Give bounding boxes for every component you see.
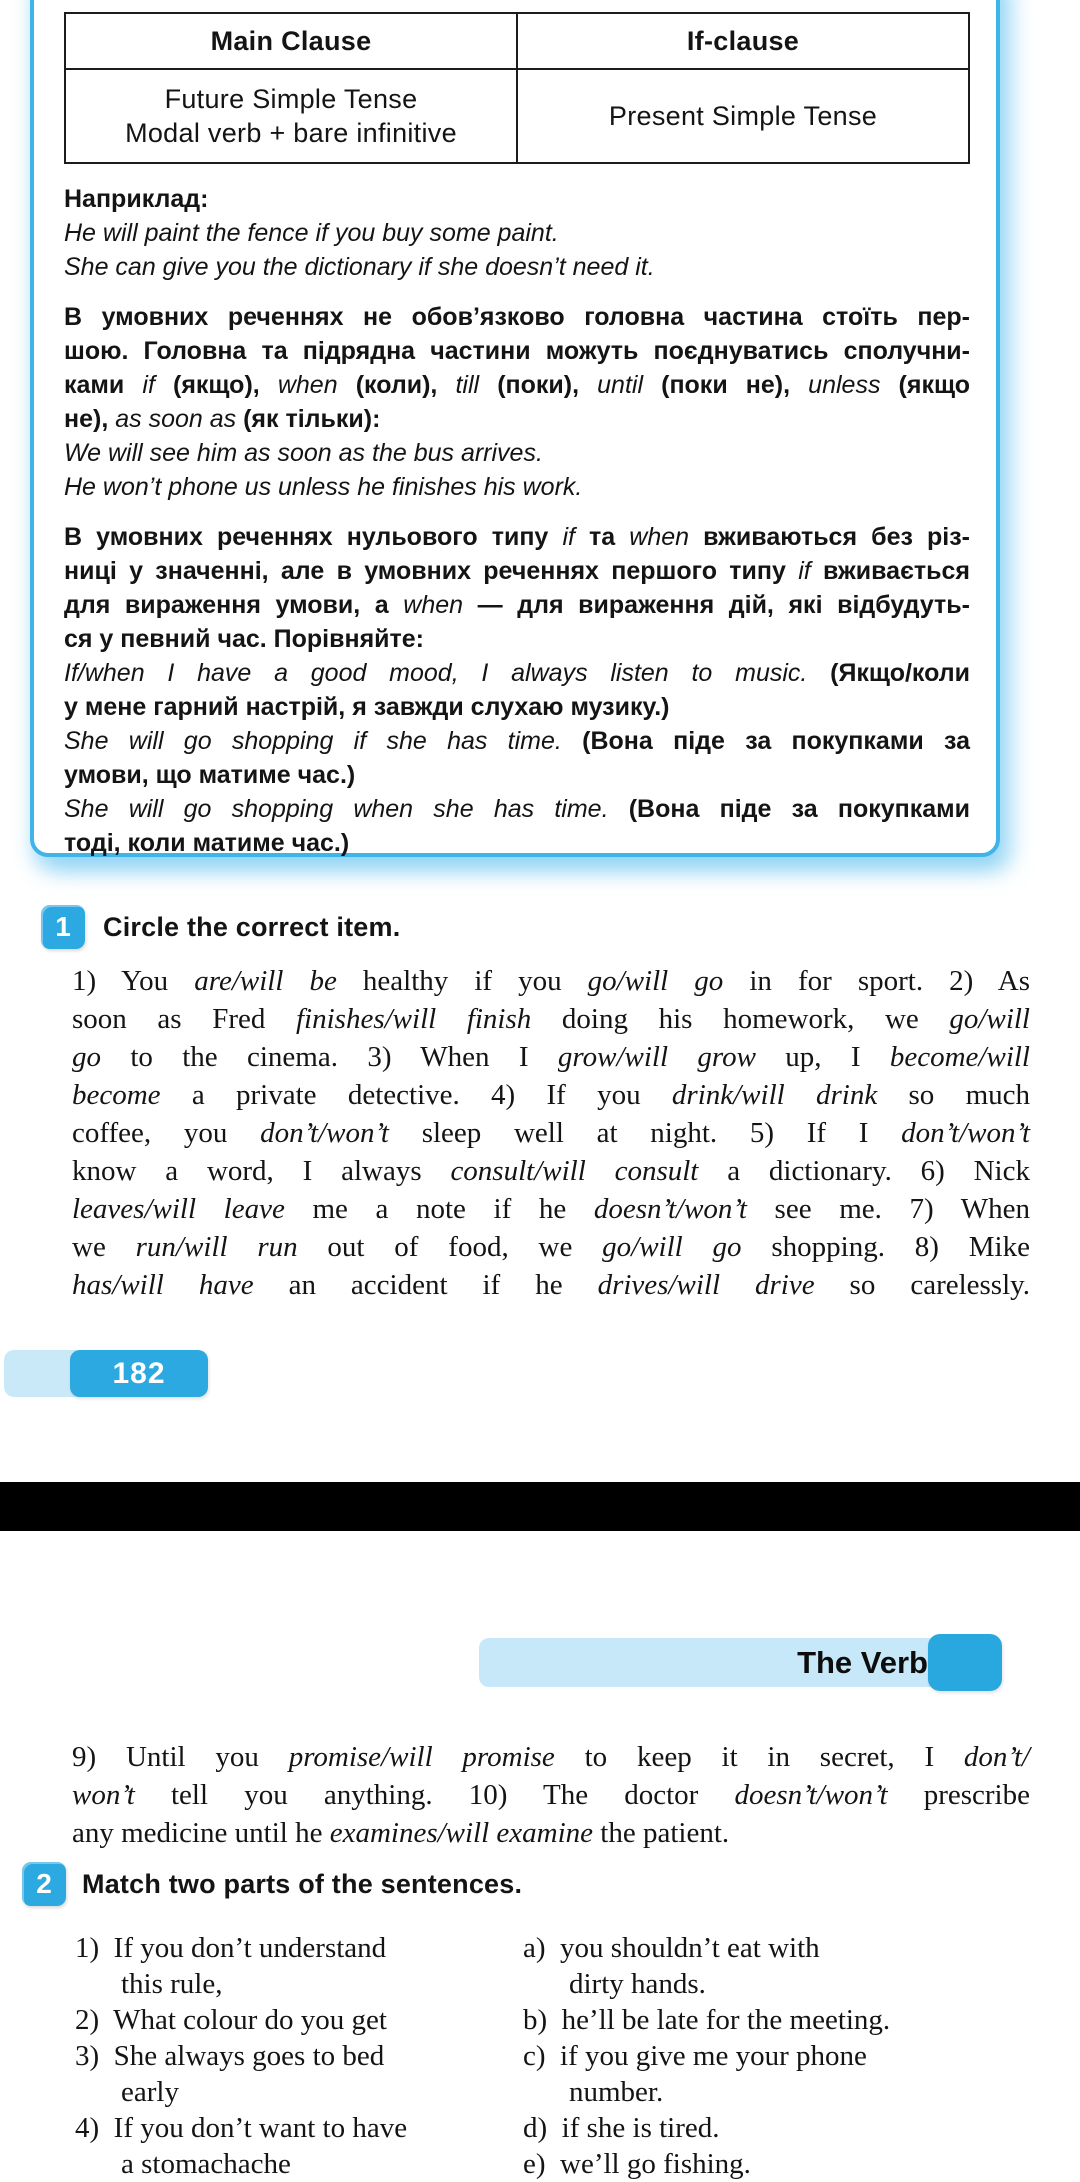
text-segment: She will go shopping if she has time. bbox=[64, 727, 583, 755]
text-segment: this rule, bbox=[121, 1968, 223, 2000]
text-segment: (Якщо/коли bbox=[830, 659, 970, 687]
text-segment: a stomachache bbox=[121, 2148, 291, 2180]
text-segment: we bbox=[72, 1231, 136, 1263]
text-segment: (якщо), bbox=[154, 371, 278, 399]
rule-paragraph-conjunctions bbox=[64, 300, 970, 436]
text-segment: ками bbox=[64, 371, 143, 399]
tense-table bbox=[64, 12, 970, 164]
text-line bbox=[75, 2110, 520, 2146]
text-segment: sleep well at night. 5) If I bbox=[388, 1117, 902, 1149]
text-segment: He won’t phone us unless he finishes his work. bbox=[64, 473, 583, 501]
text-line bbox=[72, 1038, 1030, 1076]
text-segment: to keep it in secret, I bbox=[554, 1741, 964, 1773]
text-segment: для вираження умови, а bbox=[64, 591, 404, 619]
text-line bbox=[64, 250, 970, 284]
text-line bbox=[72, 1814, 1030, 1852]
exercise-1-text bbox=[72, 962, 1030, 1304]
text-segment: 4) If you don’t want to have bbox=[75, 2112, 408, 2144]
text-segment: She will go shopping when she has time. bbox=[64, 795, 629, 823]
text-segment: She can give you the dictionary if she doesn’t need it. bbox=[64, 253, 655, 281]
text-segment: don’t/ bbox=[963, 1741, 1030, 1773]
text-segment: 3) She always goes to bed bbox=[75, 2040, 385, 2072]
tense-table-header-main-clause: Main Clause bbox=[65, 13, 517, 69]
text-line bbox=[523, 1966, 1043, 2002]
text-line bbox=[64, 588, 970, 622]
text-segment: ниці у значенні, але в умовних реченнях першого типу bbox=[64, 557, 799, 585]
text-segment: up, I bbox=[755, 1041, 890, 1073]
exercise-1-header bbox=[41, 905, 400, 949]
page-number: 182 bbox=[70, 1350, 208, 1397]
text-line bbox=[72, 1266, 1030, 1304]
text-segment: 9) Until you bbox=[72, 1741, 289, 1773]
text-segment: (поки не), bbox=[643, 371, 809, 399]
main-clause-line-1: Future Simple Tense bbox=[164, 84, 418, 114]
text-line bbox=[64, 792, 970, 826]
text-line bbox=[64, 520, 970, 554]
text-line bbox=[523, 2074, 1043, 2110]
text-segment: (Вона піде за покупками bbox=[628, 795, 971, 823]
text-segment: promise/will promise bbox=[288, 1741, 555, 1773]
tense-table-body-row bbox=[65, 69, 969, 163]
text-segment: a dictionary. 6) Nick bbox=[698, 1155, 1030, 1187]
text-segment: If/when I have a good mood, I always listen to music. bbox=[64, 659, 831, 687]
text-line bbox=[64, 368, 970, 402]
text-segment: вживається bbox=[810, 557, 970, 585]
compare-examples bbox=[64, 656, 970, 860]
text-segment: don’t/won’t bbox=[901, 1117, 1031, 1149]
text-segment: the patient. bbox=[593, 1817, 730, 1849]
text-line bbox=[72, 1152, 1030, 1190]
text-segment: c) if you give me your phone bbox=[523, 2040, 867, 2072]
exercise-1-title: Circle the correct item. bbox=[103, 911, 401, 942]
example-sentences-2 bbox=[64, 436, 970, 504]
text-line bbox=[64, 826, 970, 860]
section-header-bar: The Verb bbox=[479, 1638, 944, 1687]
match-right-column bbox=[523, 1930, 1043, 2182]
text-segment: until bbox=[597, 371, 644, 399]
text-line bbox=[72, 962, 1030, 1000]
text-segment: go/will go bbox=[587, 965, 724, 997]
text-line bbox=[64, 758, 970, 792]
text-line bbox=[75, 1966, 520, 2002]
text-segment: unless bbox=[808, 371, 881, 399]
text-segment: out of food, we bbox=[297, 1231, 603, 1263]
text-line bbox=[64, 724, 970, 758]
text-segment: We will see him as soon as the bus arrives. bbox=[64, 439, 543, 467]
text-segment: shopping. 8) Mike bbox=[741, 1231, 1030, 1263]
section-header bbox=[479, 1634, 1002, 1691]
exercise-1-number-badge: 1 bbox=[41, 905, 85, 949]
tense-table-cell-if-clause: Present Simple Tense bbox=[517, 69, 969, 163]
match-left-column bbox=[75, 1930, 520, 2182]
text-line bbox=[523, 2146, 1043, 2182]
section-header-accent-square bbox=[928, 1634, 1002, 1691]
text-line bbox=[64, 470, 970, 504]
text-segment: see me. 7) When bbox=[746, 1193, 1030, 1225]
text-segment: an accident if he bbox=[253, 1269, 598, 1301]
text-segment: 2) What colour do you get bbox=[75, 2004, 387, 2036]
text-segment: don’t/won’t bbox=[260, 1117, 389, 1149]
text-segment: b) he’ll be late for the meeting. bbox=[523, 2004, 891, 2036]
text-line bbox=[72, 1776, 1030, 1814]
text-segment: run/will run bbox=[135, 1231, 298, 1263]
text-segment: when bbox=[629, 523, 690, 551]
text-segment: any medicine until he bbox=[72, 1817, 330, 1849]
text-segment: grow/will grow bbox=[557, 1041, 756, 1073]
text-line bbox=[64, 436, 970, 470]
text-segment: drives/will drive bbox=[597, 1269, 815, 1301]
text-segment: dirty hands. bbox=[569, 1968, 706, 2000]
text-segment: doing his homework, we bbox=[531, 1003, 950, 1035]
text-segment: are/will be bbox=[194, 965, 337, 997]
text-segment: tell you anything. 10) The doctor bbox=[134, 1779, 735, 1811]
text-segment: prescribe bbox=[887, 1779, 1030, 1811]
text-segment: won’t bbox=[72, 1779, 135, 1811]
text-segment: — для вираження дій, які відбудуть- bbox=[463, 591, 970, 619]
text-line bbox=[72, 1190, 1030, 1228]
text-segment: when bbox=[277, 371, 338, 399]
text-line bbox=[523, 2002, 1043, 2038]
text-segment: не), bbox=[64, 405, 116, 433]
text-segment: as soon as bbox=[115, 405, 237, 433]
text-segment: go/will go bbox=[602, 1231, 742, 1263]
text-segment: number. bbox=[569, 2076, 664, 2108]
text-segment: шою. Головна та підрядна частини можуть поєднуватись сполучни- bbox=[64, 337, 970, 365]
text-segment: Наприклад: bbox=[64, 185, 209, 213]
text-segment: В умовних реченнях нульового типу bbox=[64, 523, 563, 551]
example-sentences-1 bbox=[64, 216, 970, 284]
text-segment: drink/will drink bbox=[671, 1079, 878, 1111]
tense-table-cell-main-clause bbox=[65, 69, 517, 163]
text-line bbox=[523, 2110, 1043, 2146]
page-number-tab bbox=[4, 1350, 208, 1397]
text-segment: та bbox=[574, 523, 630, 551]
exercise-2-title: Match two parts of the sentences. bbox=[82, 1868, 523, 1899]
text-segment: He will paint the fence if you buy some paint. bbox=[64, 219, 559, 247]
text-segment: В умовних реченнях не обов’язково головна частина стоїть пер- bbox=[64, 303, 970, 331]
text-segment: if bbox=[142, 371, 155, 399]
text-line bbox=[75, 1930, 520, 1966]
text-segment: 1) If you don’t understand bbox=[75, 1932, 387, 1964]
text-line bbox=[64, 182, 970, 216]
text-segment: go/will bbox=[949, 1003, 1030, 1035]
text-segment: till bbox=[455, 371, 480, 399]
tense-table-header-row bbox=[65, 13, 969, 69]
text-segment: go bbox=[72, 1041, 101, 1073]
text-segment: become bbox=[72, 1079, 161, 1111]
text-line bbox=[64, 622, 970, 656]
text-segment: (Вона піде за покупками за bbox=[582, 727, 970, 755]
text-segment: me a note if he bbox=[284, 1193, 594, 1225]
text-segment: doesn’t/won’t bbox=[734, 1779, 888, 1811]
text-segment: consult/will consult bbox=[450, 1155, 699, 1187]
text-line bbox=[523, 1930, 1043, 1966]
grammar-rule-box bbox=[30, 0, 1000, 857]
text-line bbox=[523, 2038, 1043, 2074]
text-segment: d) if she is tired. bbox=[523, 2112, 720, 2144]
text-line bbox=[64, 334, 970, 368]
text-line bbox=[72, 1738, 1030, 1776]
exercise-2-number-badge: 2 bbox=[22, 1862, 66, 1906]
text-segment: so much bbox=[877, 1079, 1031, 1111]
text-segment: leaves/will leave bbox=[72, 1193, 285, 1225]
text-segment: coffee, you bbox=[72, 1117, 261, 1149]
text-segment: doesn’t/won’t bbox=[593, 1193, 747, 1225]
text-segment: know a word, I always bbox=[72, 1155, 451, 1187]
text-segment: ся у певний час. Порівняйте: bbox=[64, 625, 425, 653]
text-segment: (як тільки): bbox=[236, 405, 381, 433]
exercise-1-continuation-text bbox=[72, 1738, 1030, 1852]
text-segment: early bbox=[121, 2076, 179, 2108]
text-segment: a) you shouldn’t eat with bbox=[523, 1932, 820, 1964]
text-segment: become/will bbox=[889, 1041, 1030, 1073]
text-segment: умови, що матиме час.) bbox=[64, 761, 356, 789]
text-segment: so carelessly. bbox=[814, 1269, 1031, 1301]
text-line bbox=[72, 1000, 1030, 1038]
text-line bbox=[64, 300, 970, 334]
text-segment: has/will have bbox=[72, 1269, 254, 1301]
text-line bbox=[75, 2038, 520, 2074]
text-segment: у мене гарний настрій, я завжди слухаю музику.) bbox=[64, 693, 670, 721]
text-segment: examines/will examine bbox=[329, 1817, 594, 1849]
text-segment: when bbox=[403, 591, 464, 619]
text-segment: тоді, коли матиме час.) bbox=[64, 829, 350, 857]
text-line bbox=[75, 2002, 520, 2038]
rule-paragraph-if-vs-when bbox=[64, 520, 970, 656]
main-clause-line-2: Modal verb + bare infinitive bbox=[125, 118, 457, 148]
text-segment: (якщо bbox=[880, 371, 970, 399]
text-line bbox=[64, 402, 970, 436]
text-segment: healthy if you bbox=[336, 965, 588, 997]
text-segment: finishes/will finish bbox=[296, 1003, 532, 1035]
exercise-2-header bbox=[22, 1862, 522, 1906]
page-divider-bar bbox=[0, 1482, 1080, 1531]
text-line bbox=[72, 1076, 1030, 1114]
text-line bbox=[75, 2146, 520, 2182]
text-line bbox=[75, 2074, 520, 2110]
text-segment: вживаються без різ- bbox=[689, 523, 970, 551]
text-segment: (поки), bbox=[479, 371, 598, 399]
text-line bbox=[72, 1228, 1030, 1266]
text-segment: (коли), bbox=[337, 371, 456, 399]
example-intro-label bbox=[64, 182, 970, 216]
text-segment: if bbox=[798, 557, 811, 585]
text-segment: soon as Fred bbox=[72, 1003, 296, 1035]
text-segment: if bbox=[562, 523, 575, 551]
text-line bbox=[64, 216, 970, 250]
text-segment: e) we’ll go fishing. bbox=[523, 2148, 751, 2180]
text-segment: a private detective. 4) If you bbox=[160, 1079, 672, 1111]
text-segment: 1) You bbox=[72, 965, 195, 997]
text-segment: in for sport. 2) As bbox=[723, 965, 1030, 997]
text-line bbox=[64, 656, 970, 690]
text-segment: to the cinema. 3) When I bbox=[101, 1041, 558, 1073]
text-line bbox=[72, 1114, 1030, 1152]
text-line bbox=[64, 554, 970, 588]
tense-table-header-if-clause: If-clause bbox=[517, 13, 969, 69]
text-line bbox=[64, 690, 970, 724]
